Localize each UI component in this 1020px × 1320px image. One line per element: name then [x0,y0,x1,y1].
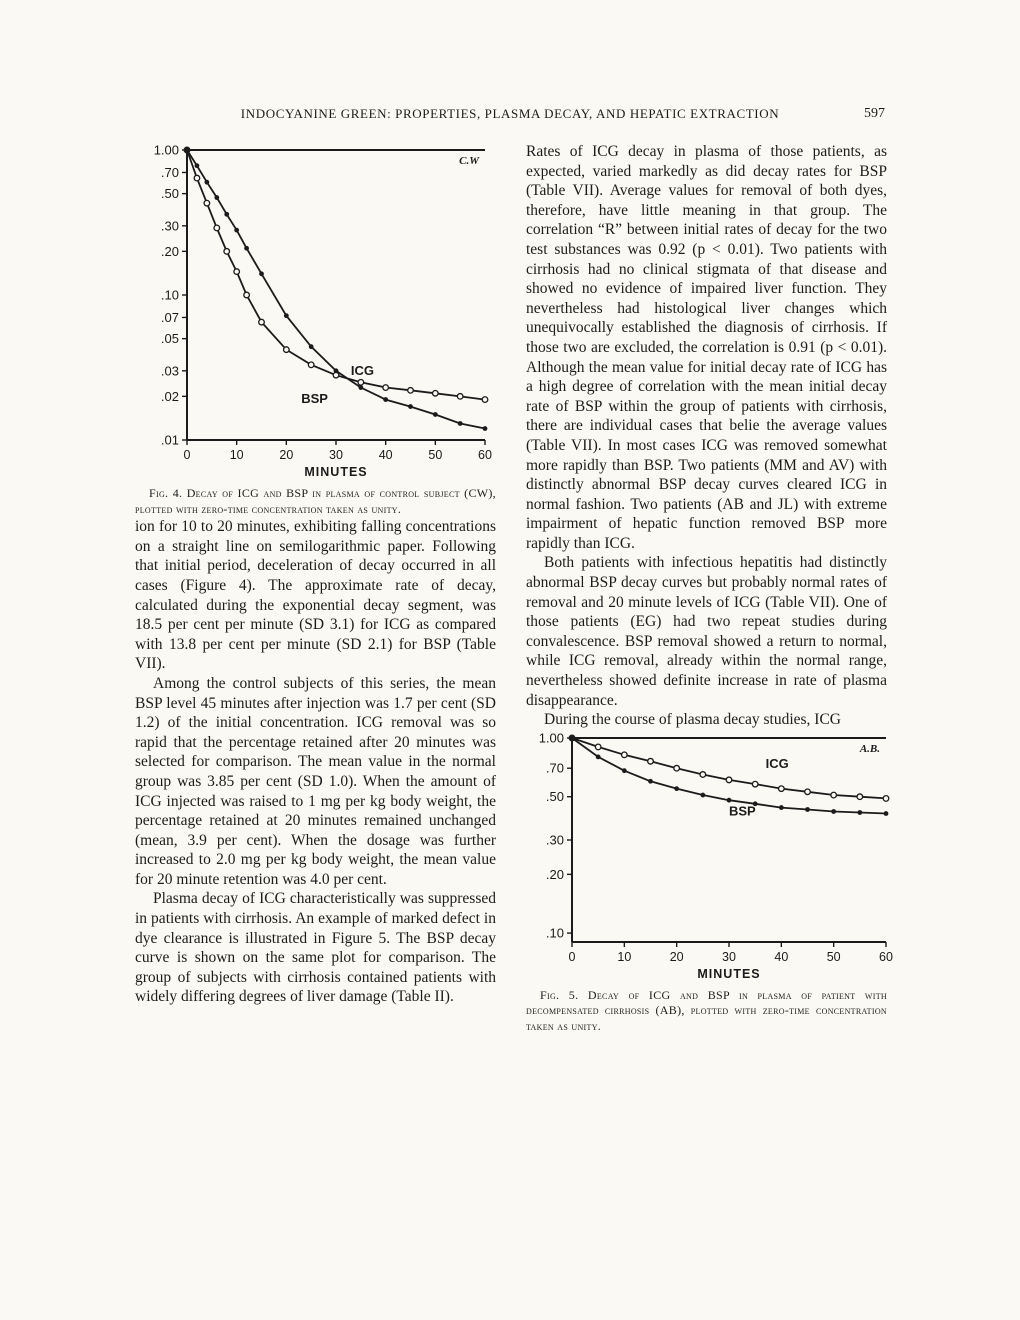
y-tick-label: .03 [160,363,179,379]
x-tick-label: 60 [879,949,893,964]
data-point [648,779,653,784]
data-point [408,388,414,394]
data-point [831,809,836,814]
y-tick-label: 1.00 [538,730,564,746]
data-point [674,786,679,791]
data-point [308,362,314,368]
data-point [244,292,250,298]
data-point [244,246,249,251]
page-header [135,106,885,126]
x-tick-label: 20 [279,448,294,462]
data-point [752,781,758,787]
x-tick-label: 10 [617,949,632,964]
data-point [309,344,314,349]
curve-label: BSP [729,803,756,819]
data-point [622,752,628,758]
subject-initials-label: A.B. [859,742,880,755]
curve-label: BSP [301,390,328,406]
data-point [224,249,230,255]
x-tick-label: 20 [669,949,684,964]
data-point [334,368,339,373]
x-axis-title: MINUTES [304,465,368,479]
y-tick-label: .30 [160,218,179,234]
data-point [195,163,200,168]
data-point [779,786,785,792]
x-tick-label: 30 [329,448,343,462]
paragraph-left-1: ion for 10 to 20 minutes, exhibiting falling concentrations on a straight line on semilogarithmic paper. Following that initial period, deceleration of decay occurred in all cases (Figure 4). The approximate rate of decay, calculated during the exponential decay segment, was 18.5 per cent per minute (SD 3.1) for ICG as compared with 13.8 per cent per minute (SD 2.1) for BSP (Table VII). [135,518,496,673]
data-point [883,795,889,801]
data-point [234,228,239,233]
y-tick-label: .01 [160,432,179,448]
y-tick-label: .10 [545,925,564,941]
data-point [185,148,190,153]
data-point [408,404,413,409]
left-column [135,142,496,1035]
y-tick-label: .10 [160,287,179,303]
two-column-layout [135,142,893,1035]
data-point [622,768,627,773]
data-point [805,789,811,795]
data-point [383,385,389,391]
data-point [383,397,388,402]
x-tick-label: 10 [229,448,244,462]
y-tick-label: .30 [545,832,564,848]
page-number: 597 [864,106,885,121]
data-point [857,794,863,800]
data-point [805,807,810,812]
y-tick-label: 1.00 [153,142,179,158]
y-tick-label: .70 [545,760,564,776]
fig4-chart [135,142,495,480]
fig5-chart [526,730,894,982]
data-point [458,421,463,426]
data-point [234,269,240,275]
running-title: INDOCYANINE GREEN: PROPERTIES, PLASMA DECAY, AND HEPATIC EXTRACTION [240,106,780,121]
data-point [700,792,705,797]
paragraph-right-2: Both patients with infectious hepatitis had distinctly abnormal BSP decay curves but probably normal rates of removal and 20 minute levels of ICG (Table VII). One of those patients (EG) had two repeat studies during convalescence. BSP removal showed a return to normal, while ICG removal, already within the normal range, nevertheless showed definite increase in rate of plasma disappearance. [526,554,887,709]
y-tick-label: .70 [160,164,179,180]
x-tick-label: 0 [183,448,191,462]
x-axis-title: MINUTES [697,966,761,981]
x-tick-label: 50 [826,949,841,964]
data-point [214,225,220,231]
data-point [648,758,654,764]
data-point [358,379,364,385]
series-icg [187,150,485,400]
data-point [483,426,488,431]
data-point [433,412,438,417]
data-point [259,271,264,276]
data-point [570,735,575,740]
subject-initials-label: C.W [459,155,479,167]
y-tick-label: .05 [160,331,179,347]
paragraph-left-3: Plasma decay of ICG characteristically was suppressed in patients with cirrhosis. An example of marked defect in dye clearance is illustrated in Figure 5. The BSP decay curve is shown on the same plot for comparison. The group of subjects with cirrhosis contained patients with widely differing degrees of liver damage (Table II). [135,890,496,1006]
paragraph-right-3: During the course of plasma decay studies, ICG [544,711,842,729]
data-point [596,754,601,759]
data-point [857,810,862,815]
data-point [674,765,680,771]
data-point [482,397,488,403]
data-point [204,200,210,206]
data-point [884,811,889,816]
figure-5-caption: Fig. 5. Decay of ICG and BSP in plasma of patient with decompensated cirrhosis (AB), plotted with zero-time concentration taken as unity. [526,987,887,1033]
curve-label: ICG [350,363,375,379]
curve-label: ICG [765,756,789,772]
data-point [831,792,837,798]
x-tick-label: 0 [568,949,576,964]
figure-4 [135,142,496,517]
x-tick-label: 60 [478,448,492,462]
data-point [284,313,289,318]
x-tick-label: 40 [774,949,789,964]
y-tick-label: .50 [160,186,179,202]
data-point [727,798,732,803]
data-point [194,175,200,181]
figure-4-caption: Fig. 4. Decay of ICG and BSP in plasma of control subject (CW), plotted with zero-time concentration taken as unity. [135,486,496,516]
y-tick-label: .20 [160,243,179,259]
data-point [433,390,439,396]
data-point [224,212,229,217]
x-tick-label: 30 [722,949,736,964]
data-point [284,347,290,353]
data-point [204,180,209,185]
data-point [726,777,732,783]
paragraph-right-1: Rates of ICG decay in plasma of those patients, as expected, varied markedly as did decay rates for BSP (Table VII). Average values for removal of both dyes, therefore, have little meaning in that group. The correlation “R” between initial rates of decay for the two test substances was 0.92 (p < 0.01). Two patients with cirrhosis had no clinical stigmata of that disease and showed no evidence of impaired liver function. They nevertheless had histological liver changes which unequivocally established the diagnosis of cirrhosis. If those two are excluded, the correlation is 0.91 (p < 0.01). Although the mean value for initial decay rate of ICG has a high degree of correlation with the mean initial decay rate of BSP within the group of patients with cirrhosis, there are individual cases that belie the average values (Table VII). In most cases ICG was removed somewhat more rapidly than BSP. Two patients (MM and AV) with distinctly abnormal BSP decay curves cleared ICG in normal fashion. Two patients (AB and JL) with extreme impairment of hepatic function removed BSP more rapidly than ICG. [526,143,887,552]
data-point [457,394,463,400]
y-tick-label: .07 [160,309,179,325]
figure-5 [526,730,893,1035]
data-point [259,319,265,325]
data-point [700,772,706,778]
data-point [595,744,601,750]
series-bsp [187,150,485,429]
x-tick-label: 50 [428,448,443,462]
data-point [779,805,784,810]
y-tick-label: .50 [545,789,564,805]
right-column [526,142,893,1035]
paragraph-left-2: Among the control subjects of this series, the mean BSP level 45 minutes after injection was 1.7 per cent (SD 1.2) of the initial concentration. ICG removal was so rapid that the percentage retained after 20 minutes was selected for comparison. The mean value in the normal group was 3.85 per cent (SD 1.0). When the amount of ICG injected was raised to 1 mg per kg body weight, the percentage retained at 20 minutes remained unchanged (mean, 3.9 per cent). When the dosage was further increased to 2.0 mg per kg body weight, the mean value for 20 minute retention was 4.0 per cent. [135,674,496,888]
data-point [358,385,363,390]
data-point [214,195,219,200]
x-tick-label: 40 [378,448,393,462]
y-tick-label: .20 [545,866,564,882]
y-tick-label: .02 [160,388,179,404]
